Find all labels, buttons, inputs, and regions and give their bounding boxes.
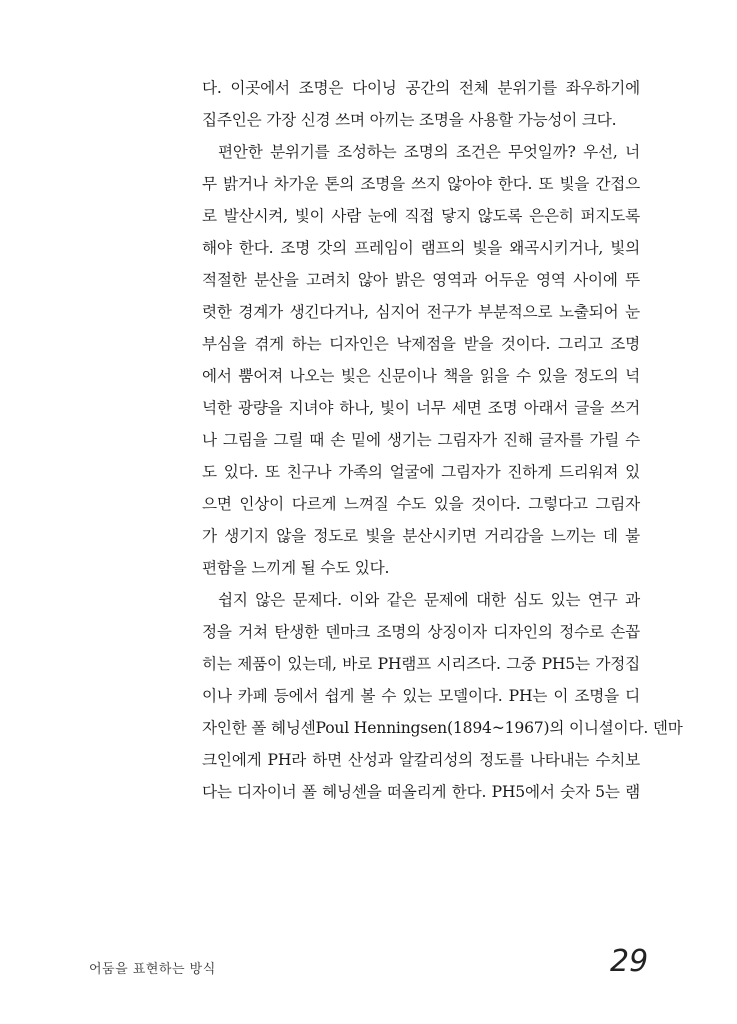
text-line-paragraph-start: 편안한 분위기를 조성하는 조명의 조건은 무엇일까? 우선, 너 bbox=[218, 143, 640, 161]
text-line: 자인한 폴 헤닝센Poul Henningsen(1894~1967)의 이니셜이다. 덴마 bbox=[202, 719, 683, 737]
text-line: 편함을 느끼게 될 수도 있다. bbox=[202, 559, 390, 577]
text-line: 도 있다. 또 친구나 가족의 얼굴에 그림자가 진하게 드리워져 있 bbox=[202, 463, 640, 481]
running-footer-title: 어둠을 표현하는 방식 bbox=[89, 962, 216, 977]
text-line: 에서 뿜어져 나오는 빛은 신문이나 책을 읽을 수 있을 정도의 넉 bbox=[202, 367, 640, 385]
text-line: 크인에게 PH라 하면 산성과 알칼리성의 정도를 나타내는 수치보 bbox=[202, 751, 640, 769]
text-line: 무 밝거나 차가운 톤의 조명을 쓰지 않아야 한다. 또 빛을 간접으 bbox=[202, 175, 640, 193]
text-line: 로 발산시켜, 빛이 사람 눈에 직접 닿지 않도록 은은히 퍼지도록 bbox=[202, 207, 640, 225]
text-line: 렷한 경계가 생긴다거나, 심지어 전구가 부분적으로 노출되어 눈 bbox=[202, 303, 640, 321]
text-line: 가 생기지 않을 정도로 빛을 분산시키면 거리감을 느끼는 데 불 bbox=[202, 527, 640, 545]
text-line: 나 그림을 그릴 때 손 밑에 생기는 그림자가 진해 글자를 가릴 수 bbox=[202, 431, 640, 449]
text-line: 넉한 광량을 지녀야 하나, 빛이 너무 세면 조명 아래서 글을 쓰거 bbox=[202, 399, 640, 417]
text-line: 이나 카페 등에서 쉽게 볼 수 있는 모델이다. PH는 이 조명을 디 bbox=[202, 687, 640, 705]
text-line: 해야 한다. 조명 갓의 프레임이 램프의 빛을 왜곡시키거나, 빛의 bbox=[202, 239, 640, 257]
text-line: 정을 거쳐 탄생한 덴마크 조명의 상징이자 디자인의 정수로 손꼽 bbox=[202, 623, 640, 641]
text-line: 다는 디자이너 폴 헤닝센을 떠올리게 한다. PH5에서 숫자 5는 램 bbox=[202, 783, 640, 801]
page-number: 29 bbox=[610, 944, 649, 979]
text-line: 적절한 분산을 고려치 않아 밝은 영역과 어두운 영역 사이에 뚜 bbox=[202, 271, 640, 289]
text-line: 히는 제품이 있는데, 바로 PH램프 시리즈다. 그중 PH5는 가정집 bbox=[202, 655, 640, 673]
text-line: 으면 인상이 다르게 느껴질 수도 있을 것이다. 그렇다고 그림자 bbox=[202, 495, 640, 513]
text-line: 다. 이곳에서 조명은 다이닝 공간의 전체 분위기를 좌우하기에 bbox=[202, 79, 640, 97]
text-line: 부심을 겪게 하는 디자인은 낙제점을 받을 것이다. 그리고 조명 bbox=[202, 335, 640, 353]
text-line: 집주인은 가장 신경 쓰며 아끼는 조명을 사용할 가능성이 크다. bbox=[202, 111, 617, 129]
body-text bbox=[202, 72, 683, 808]
text-line-paragraph-start: 쉽지 않은 문제다. 이와 같은 문제에 대한 심도 있는 연구 과 bbox=[218, 591, 640, 609]
